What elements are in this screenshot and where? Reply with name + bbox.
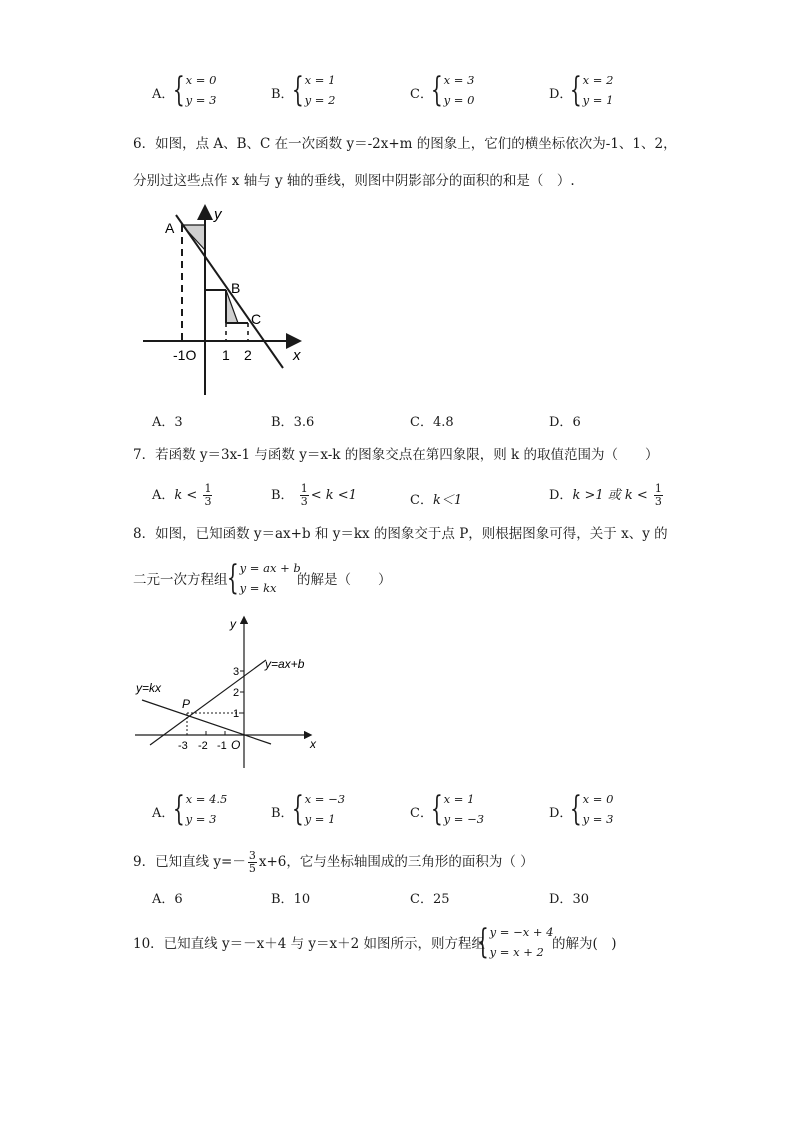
q5-c-row1: x = 3 [443, 73, 475, 87]
q8-system [226, 558, 301, 598]
q5-option-a-label: A． [152, 87, 175, 102]
q8-c-row2: y = −3 [443, 812, 485, 826]
frac-den: 3 [654, 495, 662, 508]
q9-a-label: A． [152, 892, 175, 907]
q6-d-value: 6 [572, 415, 581, 430]
q8-sys-row2: y = kx [239, 581, 277, 595]
q8-figure [130, 612, 330, 772]
brace-icon: { [430, 789, 443, 829]
label-p: P [182, 697, 191, 711]
q10-sys-row2: y = x + 2 [489, 945, 544, 959]
q7-a-label: A． [152, 488, 175, 503]
label-xm1: -1 [217, 740, 227, 752]
q7-d-fraction [654, 483, 663, 508]
brace-icon: { [226, 558, 239, 598]
q8-line2-pre: 二元一次方程组 [133, 572, 228, 588]
label-y3: 3 [233, 666, 240, 678]
q7-c-text: k＜1 [432, 493, 463, 508]
q7-option-c [410, 489, 462, 508]
q7-b-post: < k <1 [310, 488, 357, 503]
q9-d-value: 30 [572, 892, 589, 907]
q6-a-label: A． [152, 415, 175, 430]
frac-den: 5 [248, 862, 256, 875]
q6-line1: 6．如图，点 A、B、C 在一次函数 y＝-2x+m 的图象上，它们的横坐标依次为-1、1、2， [133, 136, 677, 152]
label-b: B [231, 280, 241, 296]
q5-c-row2: y = 0 [443, 93, 475, 107]
q9-c-value: 25 [432, 892, 450, 907]
q8-d-row2: y = 3 [582, 812, 614, 826]
label-y2: 2 [233, 687, 240, 699]
q9-d-label: D． [549, 892, 573, 907]
q9-c-label: C． [410, 892, 433, 907]
q10-pre: 10．已知直线 y＝－x＋4 与 y＝x＋2 如图所示，则方程组 [133, 936, 486, 952]
q9-pre: 9．已知直线 y=－ [133, 854, 246, 870]
q9-b-label: B． [271, 892, 294, 907]
q5-a-row2: y = 3 [185, 93, 217, 107]
q6-a-value: 3 [174, 415, 183, 430]
label-a: A [165, 220, 175, 236]
frac-den: 3 [300, 495, 308, 508]
q5-option-c-system [430, 70, 474, 110]
q5-option-d-label: D． [549, 87, 573, 102]
label-y1: 1 [233, 708, 240, 720]
q7-d-pre: k >1 或 k < [572, 488, 648, 503]
q8-b-row2: y = 1 [304, 812, 336, 826]
q5-option-b-system [291, 70, 335, 110]
q8-option-c-label: C． [410, 806, 433, 821]
q10-system [476, 922, 553, 962]
q7-c-label: C． [410, 493, 433, 508]
q9-post: x+6，它与坐标轴围成的三角形的面积为（ ） [258, 854, 534, 870]
q9-b-value: 10 [293, 892, 311, 907]
label-x: x [310, 737, 316, 751]
label-line-ax: y=ax+b [265, 657, 305, 671]
q5-b-row2: y = 2 [304, 93, 336, 107]
brace-icon: { [291, 70, 304, 110]
frac-num: 3 [248, 849, 256, 862]
brace-icon: { [569, 789, 582, 829]
q7-a-pre: k < [174, 488, 198, 503]
q5-d-row1: x = 2 [582, 73, 614, 87]
frac-num: 1 [300, 482, 308, 495]
brace-icon: { [291, 789, 304, 829]
label-xm3: -3 [178, 740, 188, 752]
label-c: C [251, 311, 262, 327]
q6-c-value: 4.8 [432, 415, 454, 430]
q8-line1: 8．如图，已知函数 y＝ax+b 和 y＝kx 的图象交于点 P，则根据图象可得，关于 x、y 的 [133, 526, 668, 542]
q5-d-row2: y = 1 [582, 93, 614, 107]
q10-sys-row1: y = −x + 4 [489, 925, 554, 939]
q8-sys-row1: y = ax + b [239, 561, 301, 575]
q9-a-value: 6 [174, 892, 183, 907]
q7-b-fraction [300, 483, 309, 508]
q8-b-row1: x = −3 [304, 792, 346, 806]
q6-line2: 分别过这些点作 x 轴与 y 轴的垂线，则图中阴影部分的面积的和是（ ）. [133, 173, 575, 189]
frac-num: 1 [654, 482, 662, 495]
frac-num: 1 [204, 482, 212, 495]
q8-c-row1: x = 1 [443, 792, 475, 806]
q8-option-c-system [430, 789, 484, 829]
q6-b-label: B． [271, 415, 294, 430]
q7-d-label: D． [549, 488, 573, 503]
q7-option-a [152, 483, 214, 508]
q8-a-row1: x = 4.5 [185, 792, 228, 806]
q8-option-a-label: A． [152, 806, 175, 821]
q8-option-d-system [569, 789, 613, 829]
label-y: y [214, 206, 222, 223]
brace-icon: { [172, 70, 185, 110]
q6-c-label: C． [410, 415, 433, 430]
q5-a-row1: x = 0 [185, 73, 217, 87]
brace-icon: { [476, 922, 489, 962]
tick-2: 2 [244, 347, 252, 363]
label-x: x [293, 347, 301, 364]
q8-d-row1: x = 0 [582, 792, 614, 806]
label-xm2: -2 [198, 740, 208, 752]
brace-icon: { [569, 70, 582, 110]
q7-option-b [271, 483, 357, 508]
label-origin: O [231, 738, 241, 752]
frac-den: 3 [204, 495, 212, 508]
label-line-kx: y=kx [136, 681, 162, 695]
q5-option-b-label: B． [271, 87, 294, 102]
q8-option-d-label: D． [549, 806, 573, 821]
q5-option-d-system [569, 70, 613, 110]
q9-text [133, 850, 534, 875]
q8-option-a-system [172, 789, 227, 829]
q8-a-row2: y = 3 [185, 812, 217, 826]
q8-option-b-system [291, 789, 345, 829]
q7-text: 7．若函数 y＝3x-1 与函数 y＝x-k 的图象交点在第四象限，则 k 的取值范围为（ ） [133, 447, 659, 463]
q10-post: 的解为( ) [552, 936, 617, 952]
q9-fraction [248, 850, 257, 875]
q7-b-label: B． [271, 488, 294, 503]
q6-b-value: 3.6 [293, 415, 315, 430]
label-y: y [230, 617, 236, 631]
q8-line2-post: 的解是（ ） [297, 572, 392, 588]
brace-icon: { [172, 789, 185, 829]
function-line [176, 215, 283, 368]
q5-option-a-system [172, 70, 216, 110]
tick-1: 1 [222, 347, 230, 363]
q6-figure [138, 200, 308, 400]
q7-a-fraction [203, 483, 212, 508]
q5-b-row1: x = 1 [304, 73, 336, 87]
q5-option-c-label: C． [410, 87, 433, 102]
q8-option-b-label: B． [271, 806, 294, 821]
tick-minus1-origin: -1O [173, 347, 197, 363]
q6-d-label: D． [549, 415, 573, 430]
line-ax-plus-b [150, 660, 266, 745]
brace-icon: { [430, 70, 443, 110]
q7-option-d [549, 483, 665, 508]
